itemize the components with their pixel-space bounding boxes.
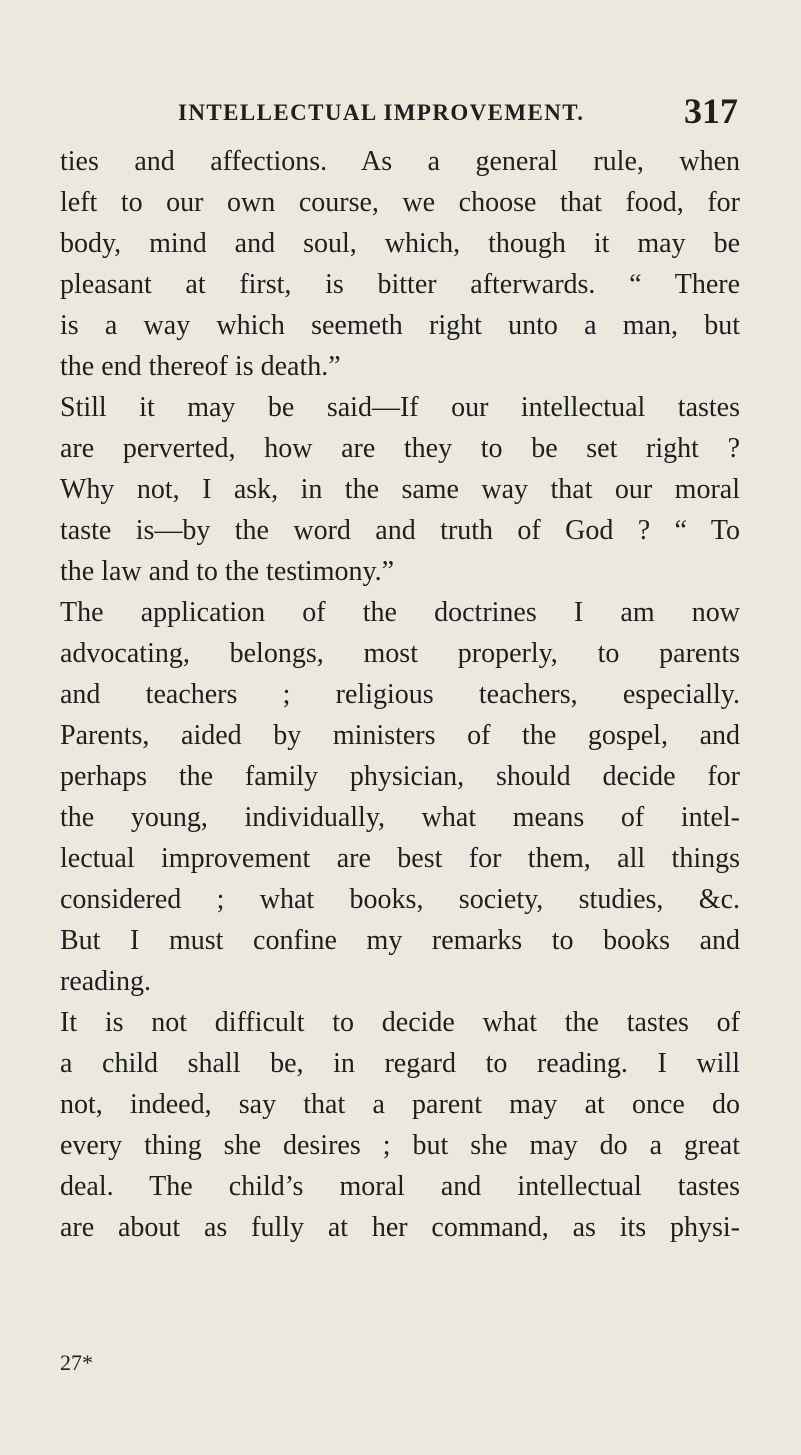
text-line: the young, individually, what means of intel- [60,802,740,833]
running-head: INTELLECTUAL IMPROVEMENT. [178,100,585,125]
text-line: Parents, aided by ministers of the gospel, and [60,720,740,751]
text-line: lectual improvement are best for them, all things [60,843,740,874]
page-number: 317 [684,91,738,131]
text-line: reading. [60,966,151,997]
text-line: perhaps the family physician, should decide for [60,761,740,792]
text-line: taste is—by the word and truth of God ? “ To [60,515,740,546]
text-line: advocating, belongs, most properly, to parents [60,638,740,669]
text-line: pleasant at first, is bitter afterwards. “ There [60,269,740,300]
text-line: and teachers ; religious teachers, especially. [60,679,740,710]
text-line: every thing she desires ; but she may do a great [60,1130,740,1161]
text-line: ties and affections. As a general rule, when [60,146,740,177]
text-line: Why not, I ask, in the same way that our moral [60,474,740,505]
text-line: The application of the doctrines I am now [60,597,740,628]
text-line: are perverted, how are they to be set right ? [60,433,740,464]
signature-mark: 27* [60,1350,93,1375]
text-line: the end thereof is death.” [60,351,341,382]
text-line: body, mind and soul, which, though it may be [60,228,740,259]
text-line: the law and to the testimony.” [60,556,395,587]
text-line: are about as fully at her command, as its physi- [60,1212,740,1243]
text-line: left to our own course, we choose that food, for [60,187,740,218]
text-line: But I must confine my remarks to books and [60,925,740,956]
text-line: a child shall be, in regard to reading. I will [60,1048,740,1079]
page-header [60,88,738,138]
text-line: Still it may be said—If our intellectual tastes [60,392,740,423]
text-line: considered ; what books, society, studies, &c. [60,884,740,915]
text-line: not, indeed, say that a parent may at once do [60,1089,740,1120]
text-line: is a way which seemeth right unto a man, but [60,310,740,341]
text-line: deal. The child’s moral and intellectual tastes [60,1171,740,1202]
text-line: It is not difficult to decide what the tastes of [60,1007,740,1038]
body-text [60,141,740,1248]
